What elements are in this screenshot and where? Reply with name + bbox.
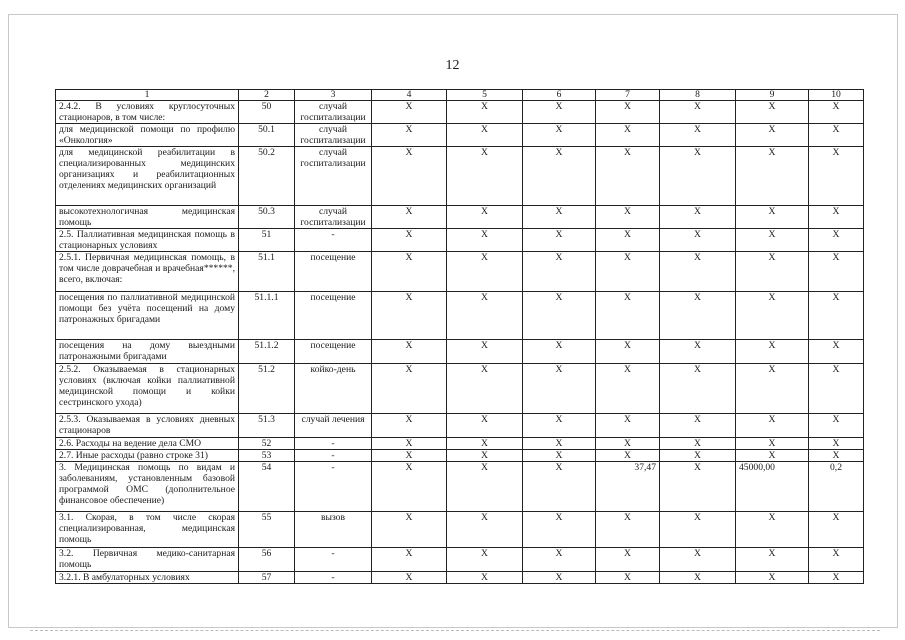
row-unit: - [295, 438, 372, 450]
row-code: 51.3 [239, 414, 295, 438]
value-cell: X [447, 292, 523, 340]
value-cell: X [596, 438, 660, 450]
value-cell: X [596, 101, 660, 124]
value-cell: X [596, 229, 660, 252]
row-indicator-name: 3.2.1. В амбулаторных условиях [56, 572, 239, 584]
value-cell: X [660, 572, 736, 584]
value-cell: X [447, 124, 523, 147]
value-cell: X [447, 462, 523, 512]
value-cell: X [447, 364, 523, 414]
table-body [56, 101, 864, 584]
value-cell: X [523, 147, 596, 206]
value-cell: X [596, 572, 660, 584]
table-row [56, 414, 864, 438]
column-number-header: 2 [239, 90, 295, 101]
value-cell: X [372, 572, 447, 584]
row-unit: посещение [295, 292, 372, 340]
row-indicator-name: посещения на дому выездными патронажными бригадами [56, 340, 239, 364]
value-cell: X [372, 512, 447, 548]
value-cell: X [596, 450, 660, 462]
value-cell: X [596, 147, 660, 206]
row-code: 55 [239, 512, 295, 548]
value-cell: X [736, 450, 809, 462]
column-number-header: 10 [809, 90, 864, 101]
value-cell: X [736, 206, 809, 229]
value-cell: X [596, 414, 660, 438]
value-cell: X [660, 147, 736, 206]
value-cell: X [596, 548, 660, 572]
value-cell: 37,47 [596, 462, 660, 512]
value-cell: X [809, 512, 864, 548]
value-cell: X [447, 101, 523, 124]
value-cell: X [660, 229, 736, 252]
row-code: 52 [239, 438, 295, 450]
row-indicator-name: 2.5. Паллиативная медицинская помощь в стационарных условиях [56, 229, 239, 252]
value-cell: X [523, 292, 596, 340]
value-cell: X [660, 512, 736, 548]
table-row [56, 101, 864, 124]
value-cell: X [447, 147, 523, 206]
value-cell: X [596, 364, 660, 414]
row-unit: случай госпитализации [295, 147, 372, 206]
row-indicator-name: для медицинской помощи по профилю «Онкология» [56, 124, 239, 147]
value-cell: X [523, 252, 596, 292]
financing-table [55, 89, 864, 584]
table-row [56, 450, 864, 462]
value-cell: X [660, 438, 736, 450]
value-cell: X [660, 101, 736, 124]
value-cell: X [660, 450, 736, 462]
table-row [56, 572, 864, 584]
value-cell: X [809, 101, 864, 124]
table-row [56, 124, 864, 147]
table-row [56, 147, 864, 206]
row-code: 51.1.1 [239, 292, 295, 340]
value-cell: X [736, 147, 809, 206]
value-cell: X [372, 364, 447, 414]
value-cell: X [736, 292, 809, 340]
value-cell: X [523, 572, 596, 584]
row-code: 51 [239, 229, 295, 252]
table-row [56, 340, 864, 364]
value-cell: X [523, 548, 596, 572]
value-cell: X [447, 252, 523, 292]
value-cell: X [660, 252, 736, 292]
value-cell: X [447, 512, 523, 548]
value-cell: X [809, 292, 864, 340]
value-cell: X [660, 340, 736, 364]
value-cell: X [809, 252, 864, 292]
value-cell: X [596, 512, 660, 548]
row-indicator-name: высокотехнологичная медицинская помощь [56, 206, 239, 229]
value-cell: X [523, 101, 596, 124]
row-unit: вызов [295, 512, 372, 548]
value-cell: X [372, 124, 447, 147]
value-cell: X [447, 548, 523, 572]
value-cell: X [372, 147, 447, 206]
value-cell: X [523, 364, 596, 414]
row-indicator-name: 2.5.2. Оказываемая в стационарных условиях (включая койки паллиативной медицинской помощи и койки сестринского ухода) [56, 364, 239, 414]
value-cell: X [736, 229, 809, 252]
column-number-header: 8 [660, 90, 736, 101]
row-unit: посещение [295, 340, 372, 364]
value-cell: X [660, 548, 736, 572]
value-cell: X [372, 229, 447, 252]
value-cell: X [372, 252, 447, 292]
row-code: 50.1 [239, 124, 295, 147]
value-cell: X [447, 206, 523, 229]
table-row [56, 548, 864, 572]
row-unit: - [295, 450, 372, 462]
value-cell: X [736, 340, 809, 364]
row-code: 51.2 [239, 364, 295, 414]
row-code: 51.1 [239, 252, 295, 292]
value-cell: 45000,00 [736, 462, 809, 512]
row-code: 56 [239, 548, 295, 572]
row-indicator-name: 2.4.2. В условиях круглосуточных стационаров, в том числе: [56, 101, 239, 124]
value-cell: X [809, 438, 864, 450]
value-cell: X [372, 101, 447, 124]
row-unit: - [295, 548, 372, 572]
value-cell: X [596, 124, 660, 147]
value-cell: X [523, 438, 596, 450]
row-code: 50 [239, 101, 295, 124]
table-row [56, 364, 864, 414]
value-cell: X [660, 206, 736, 229]
row-code: 57 [239, 572, 295, 584]
table-row [56, 206, 864, 229]
value-cell: X [660, 414, 736, 438]
value-cell: X [596, 340, 660, 364]
value-cell: X [736, 364, 809, 414]
value-cell: X [523, 450, 596, 462]
value-cell: X [523, 414, 596, 438]
value-cell: X [660, 124, 736, 147]
value-cell: X [447, 340, 523, 364]
value-cell: X [596, 206, 660, 229]
row-indicator-name: 2.6. Расходы на ведение дела СМО [56, 438, 239, 450]
row-unit: - [295, 462, 372, 512]
column-number-header: 7 [596, 90, 660, 101]
column-number-header: 3 [295, 90, 372, 101]
table-row [56, 438, 864, 450]
row-unit: - [295, 572, 372, 584]
value-cell: X [736, 252, 809, 292]
value-cell: X [523, 462, 596, 512]
column-number-header: 4 [372, 90, 447, 101]
table-row [56, 462, 864, 512]
row-unit: случай госпитализации [295, 206, 372, 229]
value-cell: X [660, 462, 736, 512]
value-cell: X [372, 438, 447, 450]
row-unit: посещение [295, 252, 372, 292]
value-cell: X [372, 292, 447, 340]
row-indicator-name: 2.7. Иные расходы (равно строке 31) [56, 450, 239, 462]
row-indicator-name: 3.2. Первичная медико-санитарная помощь [56, 548, 239, 572]
value-cell: 0,2 [809, 462, 864, 512]
row-code: 50.2 [239, 147, 295, 206]
value-cell: X [736, 438, 809, 450]
value-cell: X [809, 229, 864, 252]
value-cell: X [809, 572, 864, 584]
value-cell: X [809, 364, 864, 414]
value-cell: X [372, 414, 447, 438]
table-row [56, 252, 864, 292]
row-unit: случай госпитализации [295, 124, 372, 147]
row-unit: - [295, 229, 372, 252]
value-cell: X [809, 124, 864, 147]
table-row [56, 229, 864, 252]
value-cell: X [523, 124, 596, 147]
value-cell: X [523, 512, 596, 548]
value-cell: X [372, 340, 447, 364]
row-code: 50.3 [239, 206, 295, 229]
row-indicator-name: 2.5.3. Оказываемая в условиях дневных стационаров [56, 414, 239, 438]
value-cell: X [809, 206, 864, 229]
value-cell: X [447, 572, 523, 584]
value-cell: X [523, 206, 596, 229]
row-unit: случай госпитализации [295, 101, 372, 124]
value-cell: X [596, 292, 660, 340]
value-cell: X [372, 462, 447, 512]
value-cell: X [447, 438, 523, 450]
row-indicator-name: посещения по паллиативной медицинской помощи без учёта посещений на дому патронажных бригадами [56, 292, 239, 340]
value-cell: X [736, 512, 809, 548]
value-cell: X [660, 364, 736, 414]
value-cell: X [809, 450, 864, 462]
row-indicator-name: 3.1. Скорая, в том числе скорая специализированная, медицинская помощь [56, 512, 239, 548]
row-code: 53 [239, 450, 295, 462]
value-cell: X [809, 147, 864, 206]
value-cell: X [372, 548, 447, 572]
column-number-header: 1 [56, 90, 239, 101]
value-cell: X [736, 548, 809, 572]
row-unit: койко-день [295, 364, 372, 414]
value-cell: X [809, 340, 864, 364]
value-cell: X [372, 206, 447, 229]
value-cell: X [736, 124, 809, 147]
value-cell: X [809, 548, 864, 572]
row-indicator-name: 2.5.1. Первичная медицинская помощь, в том числе доврачебная и врачебная******, всего, включая: [56, 252, 239, 292]
value-cell: X [736, 101, 809, 124]
value-cell: X [447, 450, 523, 462]
column-number-header: 5 [447, 90, 523, 101]
value-cell: X [596, 252, 660, 292]
row-indicator-name: для медицинской реабилитации в специализированных медицинских организациях и реабилитационных отделениях медицинских организаций [56, 147, 239, 206]
table-row [56, 292, 864, 340]
value-cell: X [372, 450, 447, 462]
column-number-header: 6 [523, 90, 596, 101]
value-cell: X [447, 414, 523, 438]
row-indicator-name: 3. Медицинская помощь по видам и заболеваниям, установленным базовой программой ОМС (дополнительное финансовое обеспечение) [56, 462, 239, 512]
row-unit: случай лечения [295, 414, 372, 438]
value-cell: X [736, 414, 809, 438]
value-cell: X [660, 292, 736, 340]
scan-edge-line [30, 630, 880, 632]
row-code: 54 [239, 462, 295, 512]
value-cell: X [809, 414, 864, 438]
value-cell: X [523, 340, 596, 364]
page-number: 12 [445, 58, 460, 73]
row-code: 51.1.2 [239, 340, 295, 364]
value-cell: X [447, 229, 523, 252]
value-cell: X [523, 229, 596, 252]
value-cell: X [736, 572, 809, 584]
column-number-row [56, 90, 864, 101]
column-number-header: 9 [736, 90, 809, 101]
table-row [56, 512, 864, 548]
